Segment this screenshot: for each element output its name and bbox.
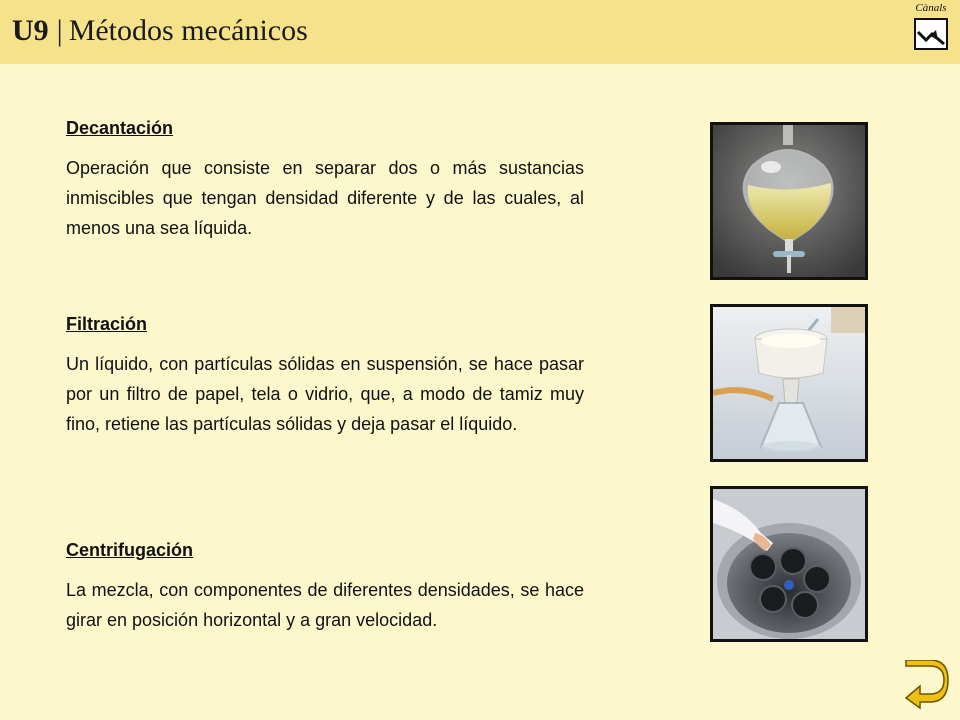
header-bar (0, 0, 960, 64)
separatory-funnel-image (710, 122, 868, 280)
unit-label: U9 (12, 14, 49, 47)
title-separator: | (56, 14, 63, 47)
section-heading: Centrifugación (66, 540, 194, 560)
section-centrifugacion (66, 540, 584, 635)
section-text: La mezcla, con componentes de diferentes densidades, se hace girar en posición horizontal y a gran velocidad. (66, 580, 584, 630)
page-title (12, 14, 308, 48)
section-filtracion (66, 314, 584, 439)
filtration-image (710, 304, 868, 462)
section-heading: Decantación (66, 118, 174, 138)
section-text: Un líquido, con partículas sólidas en suspensión, se hace pasar por un filtro de papel, tela o vidrio, que, a modo de tamiz muy fino, retiene las partículas sólidas y deja pasar el líquido. (66, 354, 584, 434)
return-arrow-icon[interactable] (900, 660, 950, 710)
canals-logo-icon (908, 2, 954, 52)
section-text: Operación que consiste en separar dos o más sustancias inmiscibles que tengan densidad diferente y de las cuales, al menos una sea líquida. (66, 158, 584, 238)
title-text: Métodos mecánicos (68, 14, 308, 47)
logo-text: Cànals (915, 2, 947, 14)
centrifuge-image (710, 486, 868, 642)
section-heading: Filtración (66, 314, 148, 334)
section-decantacion (66, 118, 584, 243)
